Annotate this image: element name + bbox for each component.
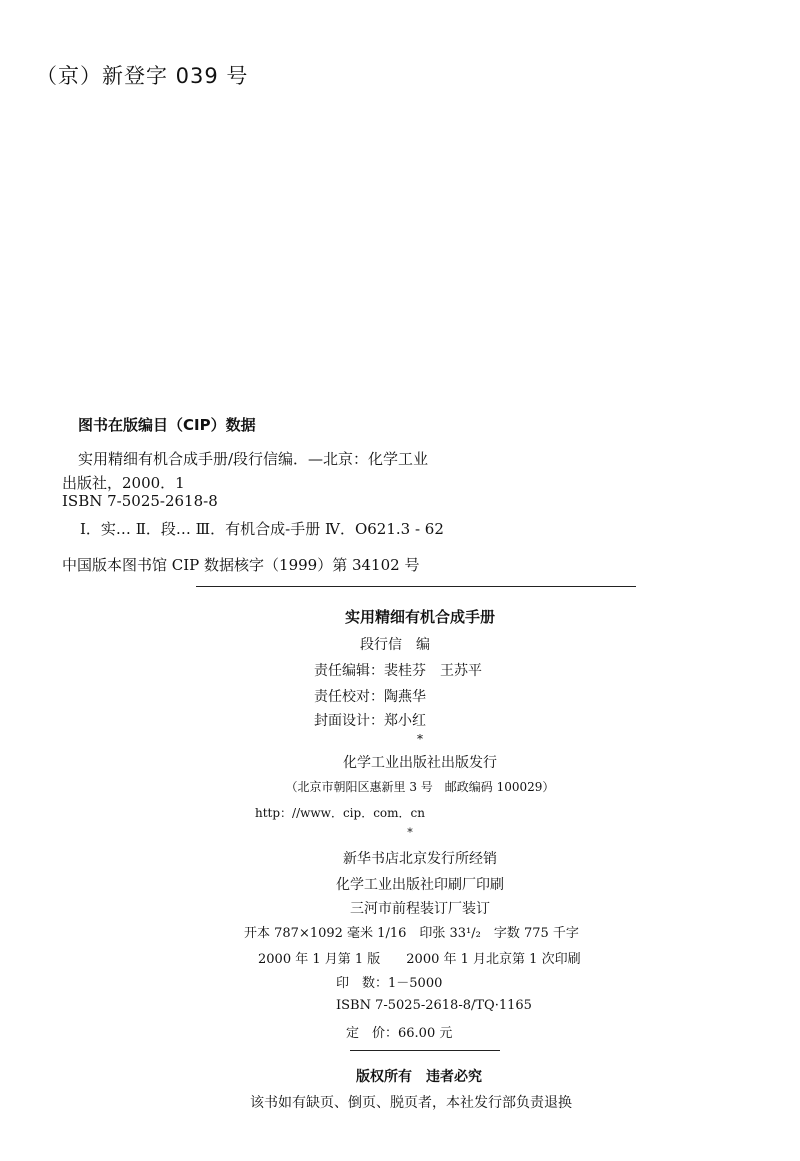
bottom-divider (350, 1050, 500, 1051)
cover-design: 封面设计：郑小红 (314, 713, 426, 729)
price: 定 价：66.00 元 (346, 1026, 453, 1041)
edition-printing: 2000 年 1 月第 1 版 2000 年 1 月北京第 1 次印刷 (258, 952, 581, 967)
publisher-address: （北京市朝阳区惠新里 3 号 邮政编码 100029） (285, 780, 555, 794)
cip-verification: 中国版本图书馆 CIP 数据核字（1999）第 34102 号 (62, 556, 420, 574)
cip-catalog-line-1: 实用精细有机合成手册/段行信编．—北京：化学工业 (78, 450, 429, 468)
isbn-full: ISBN 7-5025-2618-8/TQ·1165 (336, 998, 532, 1013)
cip-isbn: ISBN 7-5025-2618-8 (62, 492, 218, 510)
cip-subjects: Ⅰ．实… Ⅱ．段… Ⅲ．有机合成-手册 Ⅳ．O621.3 - 62 (80, 520, 444, 538)
publisher-website: http：//www．cip．com．cn (255, 806, 425, 820)
print-run: 印 数：1－5000 (336, 976, 443, 991)
responsible-editor: 责任编辑：裴桂芬 王苏平 (314, 663, 482, 679)
separator-1: * (417, 732, 423, 746)
separator-2: * (407, 826, 413, 839)
cip-catalog-line-2: 出版社，2000．1 (62, 474, 185, 492)
replacement-notice: 该书如有缺页、倒页、脱页者，本社发行部负责退换 (250, 1095, 572, 1111)
author: 段行信 编 (360, 637, 430, 653)
printer: 化学工业出版社印刷厂印刷 (336, 877, 504, 893)
copyright-notice: 版权所有 违者必究 (356, 1069, 482, 1085)
cip-title: 图书在版编目（CIP）数据 (78, 416, 256, 434)
book-title: 实用精细有机合成手册 (344, 608, 495, 626)
registration-number: （京）新登字 039 号 (36, 64, 249, 88)
binder: 三河市前程装订厂装订 (350, 901, 490, 917)
distributor: 新华书店北京发行所经销 (343, 851, 497, 867)
publisher: 化学工业出版社出版发行 (343, 755, 497, 771)
top-divider (196, 586, 636, 587)
format-specs: 开本 787×1092 毫米 1/16 印张 33¹/₂ 字数 775 千字 (244, 926, 579, 941)
responsible-proofreader: 责任校对：陶燕华 (314, 689, 426, 705)
